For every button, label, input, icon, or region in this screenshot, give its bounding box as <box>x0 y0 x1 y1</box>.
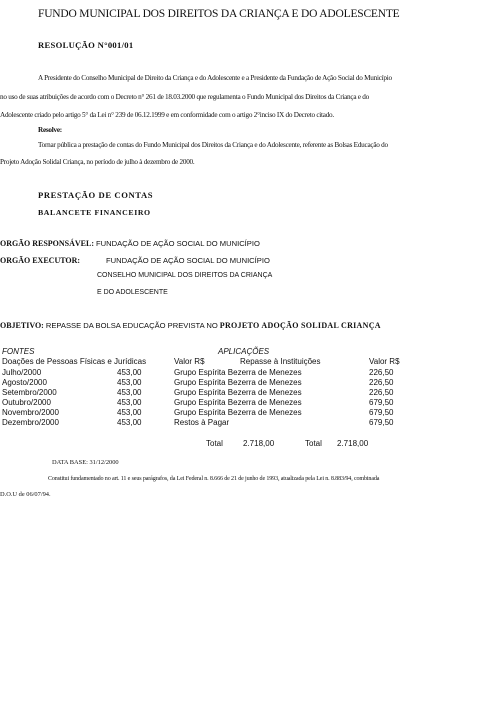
row-value: 453,00 <box>117 378 142 387</box>
footer-line-2: D.O.U de 06/07/94. <box>0 491 51 498</box>
row-value: 453,00 <box>117 398 142 407</box>
org-responsavel-value: FUNDAÇÃO DE AÇÃO SOCIAL DO MUNICÍPIO <box>96 239 260 248</box>
org-responsavel <box>0 239 260 248</box>
row-month: Dezembro/2000 <box>2 418 59 427</box>
total-label-fontes: Total <box>206 439 223 448</box>
row-month: Novembro/2000 <box>2 408 59 417</box>
row-repasse: 226,50 <box>369 388 394 397</box>
resolve-label: Resolve: <box>38 126 62 134</box>
table-col-valor-2: Valor R$ <box>369 357 400 366</box>
section-prestacao: PRESTAÇÃO DE CONTAS <box>38 190 154 200</box>
total-value-aplicacoes: 2.718,00 <box>337 439 369 448</box>
table-col-valor-1: Valor R$ <box>174 357 205 366</box>
resolution-number: RESOLUÇÃO N°001/01 <box>38 40 134 50</box>
data-base: DATA BASE: 31/12/2000 <box>52 459 119 466</box>
row-month: Outubro/2000 <box>2 398 51 407</box>
intro-line-1: A Presidente do Conselho Municipal de Direito da Criança e do Adolescente e a Presidente da Fundação de Ação Social do Município <box>38 74 392 82</box>
row-repasse: 679,50 <box>369 408 394 417</box>
row-institution: Grupo Espírita Bezerra de Menezes <box>174 368 302 377</box>
row-institution: Grupo Espírita Bezerra de Menezes <box>174 398 302 407</box>
row-value: 453,00 <box>117 388 142 397</box>
org-executor-value-1: FUNDAÇÃO DE AÇÃO SOCIAL DO MUNICÍPIO <box>106 256 270 265</box>
row-repasse: 679,50 <box>369 418 394 427</box>
row-repasse: 226,50 <box>369 378 394 387</box>
row-institution: Grupo Espírita Bezerra de Menezes <box>174 408 302 417</box>
org-executor-label: ORGÃO EXECUTOR: <box>0 256 81 265</box>
org-responsavel-label: ORGÃO RESPONSÁVEL: <box>0 239 95 248</box>
intro-line-5: Projeto Adoção Solidal Criança, no período de julho à dezembro de 2000. <box>0 158 195 166</box>
footer-line-1: Constitui fundamentado no art. 11 e seus parágrafos, da Lei Federal n. 8.666 de 21 de junho de 1993, atualizada pela Lei n. 8.883/94, combinada <box>48 476 380 482</box>
intro-line-2: no uso de suas atribuições de acordo com o Decreto n° 261 de 18.03.2000 que regulamenta o Fundo Municipal dos Direitos da Criança e do <box>0 93 369 101</box>
row-institution: Grupo Espírita Bezerra de Menezes <box>174 378 302 387</box>
row-value: 453,00 <box>117 418 142 427</box>
row-month: Agosto/2000 <box>2 378 47 387</box>
row-month: Setembro/2000 <box>2 388 57 397</box>
objective-project: PROJETO ADOÇÃO SOLIDAL CRIANÇA <box>219 321 381 330</box>
org-executor-value-3: E DO ADOLESCENTE <box>97 289 168 296</box>
org-executor-value-2: CONSELHO MUNICIPAL DOS DIREITOS DA CRIANÇA <box>97 272 273 279</box>
intro-line-3: Adolescente criado pelo artigo 5° da Lei n° 239 de 06.12.1999 e em conformidade com o artigo 2°inciso IX do Decreto citado. <box>0 111 334 119</box>
row-repasse: 226,50 <box>369 368 394 377</box>
row-institution: Restos à Pagar <box>174 418 230 427</box>
row-month: Julho/2000 <box>2 368 42 377</box>
table-col-repasse: Repasse à Instituições <box>240 357 321 366</box>
row-value: 453,00 <box>117 368 142 377</box>
objective-label: OBJETIVO: <box>0 321 44 330</box>
objective <box>0 321 381 330</box>
table-col-doacoes: Doações de Pessoas Físicas e Jurídicas <box>2 357 147 366</box>
objective-text: REPASSE DA BOLSA EDUCAÇÃO PREVISTA NO <box>45 321 218 330</box>
total-value-fontes: 2.718,00 <box>243 439 275 448</box>
total-label-aplicacoes: Total <box>305 439 322 448</box>
table-fontes-heading: FONTES <box>2 347 35 356</box>
intro-line-4: Tornar pública a prestação de contas do Fundo Municipal dos Direitos da Criança e do Adolescente, referente as Bolsas Educação do <box>38 141 388 149</box>
document-title: FUNDO MUNICIPAL DOS DIREITOS DA CRIANÇA E DO ADOLESCENTE <box>38 8 400 20</box>
row-value: 453,00 <box>117 408 142 417</box>
section-balancete: BALANCETE FINANCEIRO <box>38 208 151 217</box>
row-institution: Grupo Espírita Bezerra de Menezes <box>174 388 302 397</box>
table-aplicacoes-heading: APLICAÇÕES <box>218 347 270 356</box>
row-repasse: 679,50 <box>369 398 394 407</box>
